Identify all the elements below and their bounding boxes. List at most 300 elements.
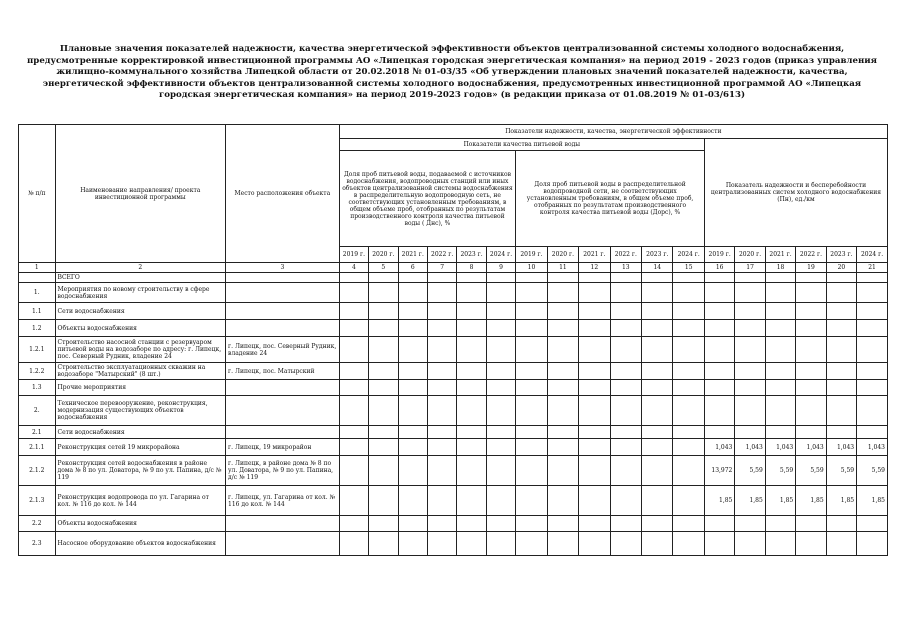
empty-cell — [398, 363, 427, 380]
empty-cell — [486, 337, 515, 363]
reliability-value — [704, 380, 734, 396]
empty-cell — [547, 396, 578, 426]
reliability-value: 1,043 — [735, 439, 765, 456]
reliability-value — [826, 337, 856, 363]
reliability-value — [704, 532, 734, 556]
reliability-value — [826, 320, 856, 337]
empty-cell — [486, 439, 515, 456]
reliability-value: 1,85 — [826, 486, 856, 516]
empty-cell — [547, 532, 578, 556]
reliability-value — [704, 273, 734, 283]
empty-cell — [339, 426, 368, 439]
reliability-value — [826, 516, 856, 532]
reliability-value — [826, 303, 856, 320]
column-number: 11 — [547, 263, 578, 273]
column-number: 7 — [427, 263, 456, 273]
header-network-samples: Доля проб питьевой воды в распределительной водопроводной сети, не соответствующих установленным требованиям, в общем объеме проб, отобранных по результатам производственного контроля качества питьевой воды (Дорс), % — [516, 151, 705, 247]
reliability-value: 5,59 — [826, 456, 856, 486]
empty-cell — [673, 380, 704, 396]
empty-cell — [642, 439, 673, 456]
table-body — [19, 273, 888, 556]
empty-cell — [339, 532, 368, 556]
empty-cell — [673, 320, 704, 337]
empty-cell — [547, 283, 578, 303]
empty-cell — [579, 396, 610, 426]
empty-cell — [398, 273, 427, 283]
column-number: 17 — [735, 263, 765, 273]
reliability-value: 1,85 — [857, 486, 888, 516]
empty-cell — [642, 456, 673, 486]
row-name: Строительство насосной станции с резервуаром питьевой воды на водозаборе по адресу: г. Липецк, пос. Северный Рудник, владение 24 — [55, 337, 226, 363]
empty-cell — [369, 380, 398, 396]
reliability-value — [704, 426, 734, 439]
year-header: 2022 г. — [427, 247, 456, 263]
empty-cell — [673, 532, 704, 556]
empty-cell — [516, 273, 547, 283]
empty-cell — [547, 486, 578, 516]
reliability-value — [826, 363, 856, 380]
empty-cell — [579, 456, 610, 486]
header-reliability: Показатель надежности и бесперебойности централизованных систем холодного водоснабжения (Пн), ед./км — [704, 139, 887, 247]
year-header: 2023 г. — [642, 247, 673, 263]
empty-cell — [516, 456, 547, 486]
reliability-value — [735, 303, 765, 320]
reliability-value — [857, 283, 888, 303]
empty-cell — [339, 320, 368, 337]
empty-cell — [427, 426, 456, 439]
empty-cell — [339, 380, 368, 396]
empty-cell — [516, 516, 547, 532]
reliability-value: 1,85 — [796, 486, 826, 516]
empty-cell — [516, 532, 547, 556]
reliability-value — [857, 273, 888, 283]
row-name: Реконструкция сетей водоснабжения в районе дома № 8 по ул. Доватора, № 9 по ул. Папина, д/с № 119 — [55, 456, 226, 486]
empty-cell — [457, 273, 486, 283]
empty-cell — [547, 273, 578, 283]
empty-cell — [427, 283, 456, 303]
row-number: 1.2 — [19, 320, 56, 337]
row-number: 2.3 — [19, 532, 56, 556]
reliability-value — [704, 516, 734, 532]
empty-cell — [427, 516, 456, 532]
empty-cell — [642, 320, 673, 337]
empty-cell — [369, 337, 398, 363]
empty-cell — [457, 486, 486, 516]
column-number: 3 — [226, 263, 340, 273]
row-place: г. Липецк, ул. Гагарина от кол. № 116 до кол. № 144 — [226, 486, 340, 516]
empty-cell — [642, 303, 673, 320]
empty-cell — [610, 426, 641, 439]
column-number: 10 — [516, 263, 547, 273]
year-header: 2021 г. — [579, 247, 610, 263]
row-number: 2.1.1 — [19, 439, 56, 456]
header-place: Место расположения объекта — [226, 125, 340, 263]
empty-cell — [579, 532, 610, 556]
reliability-value — [826, 283, 856, 303]
empty-cell — [579, 337, 610, 363]
empty-cell — [457, 363, 486, 380]
reliability-value — [704, 396, 734, 426]
empty-cell — [339, 337, 368, 363]
empty-cell — [427, 532, 456, 556]
row-number: 1.3 — [19, 380, 56, 396]
row-name: Объекты водоснабжения — [55, 516, 226, 532]
empty-cell — [673, 456, 704, 486]
empty-cell — [673, 516, 704, 532]
empty-cell — [516, 439, 547, 456]
reliability-value — [765, 532, 795, 556]
empty-cell — [457, 320, 486, 337]
empty-cell — [579, 320, 610, 337]
empty-cell — [427, 273, 456, 283]
empty-cell — [486, 363, 515, 380]
reliability-value — [735, 273, 765, 283]
column-number: 18 — [765, 263, 795, 273]
row-number: 2.1.2 — [19, 456, 56, 486]
reliability-value — [826, 426, 856, 439]
reliability-value — [765, 426, 795, 439]
reliability-value — [704, 363, 734, 380]
empty-cell — [427, 439, 456, 456]
reliability-value: 5,59 — [735, 456, 765, 486]
reliability-value — [735, 396, 765, 426]
empty-cell — [547, 363, 578, 380]
column-number: 6 — [398, 263, 427, 273]
year-header: 2019 г. — [704, 247, 734, 263]
empty-cell — [642, 380, 673, 396]
empty-cell — [398, 283, 427, 303]
empty-cell — [369, 320, 398, 337]
reliability-value — [704, 337, 734, 363]
reliability-value — [796, 273, 826, 283]
table-row — [19, 532, 888, 556]
row-place: г. Липецк, 19 микрорайон — [226, 439, 340, 456]
reliability-value — [796, 532, 826, 556]
empty-cell — [610, 516, 641, 532]
reliability-value — [796, 303, 826, 320]
reliability-value — [796, 337, 826, 363]
year-header: 2021 г. — [398, 247, 427, 263]
empty-cell — [339, 486, 368, 516]
reliability-value — [796, 516, 826, 532]
column-number: 15 — [673, 263, 704, 273]
reliability-value — [796, 396, 826, 426]
reliability-value — [826, 273, 856, 283]
row-number: 1.2.1 — [19, 337, 56, 363]
row-number: 2.1 — [19, 426, 56, 439]
empty-cell — [610, 283, 641, 303]
reliability-value — [796, 380, 826, 396]
empty-cell — [673, 426, 704, 439]
reliability-value — [857, 532, 888, 556]
empty-cell — [486, 396, 515, 426]
reliability-value: 1,043 — [765, 439, 795, 456]
reliability-value — [735, 363, 765, 380]
empty-cell — [547, 303, 578, 320]
empty-cell — [339, 516, 368, 532]
empty-cell — [579, 516, 610, 532]
empty-cell — [547, 439, 578, 456]
empty-cell — [486, 456, 515, 486]
empty-cell — [579, 380, 610, 396]
empty-cell — [369, 426, 398, 439]
table-row — [19, 456, 888, 486]
empty-cell — [516, 426, 547, 439]
reliability-value — [735, 380, 765, 396]
empty-cell — [398, 396, 427, 426]
empty-cell — [516, 396, 547, 426]
empty-cell — [369, 273, 398, 283]
row-name: Прочие мероприятия — [55, 380, 226, 396]
row-number: 2. — [19, 396, 56, 426]
empty-cell — [610, 439, 641, 456]
empty-cell — [457, 396, 486, 426]
empty-cell — [398, 337, 427, 363]
year-header: 2019 г. — [339, 247, 368, 263]
row-name: Насосное оборудование объектов водоснабжения — [55, 532, 226, 556]
column-number: 16 — [704, 263, 734, 273]
row-name: Реконструкция сетей 19 микрорайона — [55, 439, 226, 456]
year-header: 2021 г. — [765, 247, 795, 263]
empty-cell — [427, 303, 456, 320]
empty-cell — [579, 439, 610, 456]
empty-cell — [339, 363, 368, 380]
empty-cell — [516, 283, 547, 303]
empty-cell — [427, 380, 456, 396]
table-row — [19, 320, 888, 337]
empty-cell — [486, 486, 515, 516]
empty-cell — [427, 486, 456, 516]
empty-cell — [486, 516, 515, 532]
empty-cell — [547, 380, 578, 396]
reliability-value — [765, 283, 795, 303]
year-header: 2020 г. — [735, 247, 765, 263]
column-number: 14 — [642, 263, 673, 273]
row-name: Строительство эксплуатационных скважин на водозаборе "Матырский" (8 шт.) — [55, 363, 226, 380]
empty-cell — [610, 396, 641, 426]
reliability-value — [765, 380, 795, 396]
empty-cell — [457, 337, 486, 363]
header-quality: Показатели качества питьевой воды — [339, 139, 704, 151]
empty-cell — [427, 363, 456, 380]
reliability-value — [857, 396, 888, 426]
table-row — [19, 337, 888, 363]
row-name: Техническое перевооружение, реконструкция, модернизация существующих объектов водоснабжения — [55, 396, 226, 426]
row-place — [226, 380, 340, 396]
year-header: 2022 г. — [796, 247, 826, 263]
table-row — [19, 439, 888, 456]
row-number: 1. — [19, 283, 56, 303]
empty-cell — [579, 283, 610, 303]
table-row — [19, 396, 888, 426]
empty-cell — [398, 303, 427, 320]
empty-cell — [642, 516, 673, 532]
empty-cell — [427, 337, 456, 363]
empty-cell — [579, 426, 610, 439]
table-row — [19, 426, 888, 439]
empty-cell — [369, 486, 398, 516]
empty-cell — [642, 532, 673, 556]
reliability-value: 1,043 — [796, 439, 826, 456]
empty-cell — [369, 303, 398, 320]
reliability-value — [735, 516, 765, 532]
empty-cell — [369, 532, 398, 556]
row-place: г. Липецк, пос. Северный Рудник, владение 24 — [226, 337, 340, 363]
column-number: 5 — [369, 263, 398, 273]
empty-cell — [398, 439, 427, 456]
row-name: Сети водоснабжения — [55, 426, 226, 439]
year-header: 2020 г. — [547, 247, 578, 263]
table-row — [19, 486, 888, 516]
empty-cell — [486, 532, 515, 556]
reliability-value — [704, 303, 734, 320]
header-indicators: Показатели надежности, качества, энергетической эффективности — [339, 125, 887, 139]
column-number: 12 — [579, 263, 610, 273]
table-row — [19, 303, 888, 320]
empty-cell — [369, 516, 398, 532]
reliability-value — [857, 337, 888, 363]
empty-cell — [610, 303, 641, 320]
reliability-value: 5,59 — [857, 456, 888, 486]
empty-cell — [673, 486, 704, 516]
empty-cell — [398, 456, 427, 486]
empty-cell — [673, 283, 704, 303]
empty-cell — [398, 532, 427, 556]
year-header: 2024 г. — [673, 247, 704, 263]
empty-cell — [610, 486, 641, 516]
reliability-value — [857, 426, 888, 439]
empty-cell — [339, 283, 368, 303]
empty-cell — [398, 486, 427, 516]
empty-cell — [673, 273, 704, 283]
empty-cell — [673, 396, 704, 426]
year-header: 2019 г. — [516, 247, 547, 263]
empty-cell — [642, 337, 673, 363]
empty-cell — [642, 396, 673, 426]
empty-cell — [547, 320, 578, 337]
empty-cell — [579, 303, 610, 320]
empty-cell — [547, 426, 578, 439]
row-name: ВСЕГО — [55, 273, 226, 283]
reliability-value — [735, 532, 765, 556]
empty-cell — [486, 273, 515, 283]
empty-cell — [516, 337, 547, 363]
column-number: 19 — [796, 263, 826, 273]
empty-cell — [486, 283, 515, 303]
table-row — [19, 516, 888, 532]
reliability-value — [765, 320, 795, 337]
empty-cell — [369, 363, 398, 380]
empty-cell — [673, 363, 704, 380]
empty-cell — [398, 426, 427, 439]
empty-cell — [579, 273, 610, 283]
column-number: 20 — [826, 263, 856, 273]
empty-cell — [610, 273, 641, 283]
reliability-value — [735, 426, 765, 439]
row-number: 2.2 — [19, 516, 56, 532]
column-number: 1 — [19, 263, 56, 273]
empty-cell — [579, 486, 610, 516]
empty-cell — [486, 320, 515, 337]
reliability-value — [765, 273, 795, 283]
empty-cell — [516, 363, 547, 380]
empty-cell — [547, 337, 578, 363]
empty-cell — [457, 283, 486, 303]
reliability-value — [796, 320, 826, 337]
row-place — [226, 283, 340, 303]
reliability-value: 5,59 — [796, 456, 826, 486]
empty-cell — [547, 456, 578, 486]
reliability-value: 5,59 — [765, 456, 795, 486]
empty-cell — [673, 439, 704, 456]
empty-cell — [427, 456, 456, 486]
reliability-value — [735, 283, 765, 303]
year-header: 2024 г. — [857, 247, 888, 263]
empty-cell — [673, 303, 704, 320]
year-header: 2020 г. — [369, 247, 398, 263]
column-number: 13 — [610, 263, 641, 273]
reliability-value — [826, 396, 856, 426]
empty-cell — [610, 337, 641, 363]
empty-cell — [457, 303, 486, 320]
reliability-value — [765, 396, 795, 426]
reliability-value — [857, 303, 888, 320]
year-header: 2023 г. — [457, 247, 486, 263]
empty-cell — [339, 439, 368, 456]
document-title: Плановые значения показателей надежности, качества энергетической эффективности объектов централизованной системы холодного водоснабжения, предусмотренные корректировкой инвестиционной программы АО «Липецкая городская энергетическая компания» на период 2019 - 2023 годов (приказ управления жилищно-коммунального хозяйства Липецкой области от 20.02.2018 № 01-03/35 «Об утверждении плановых значений показателей надежности, качества, энергетической эффективности объектов централизованной системы холодного водоснабжения, предусмотренных инвестиционной программой АО «Липецкая городская энергетическая компания» на период 2019-2023 годов» (в редакции приказа от 01.08.2019 № 01-03/613) — [27, 44, 877, 100]
reliability-value — [765, 363, 795, 380]
row-place — [226, 320, 340, 337]
empty-cell — [427, 320, 456, 337]
column-number: 21 — [857, 263, 888, 273]
row-place: г. Липецк, пос. Матырский — [226, 363, 340, 380]
empty-cell — [486, 426, 515, 439]
table-row — [19, 283, 888, 303]
reliability-value — [796, 426, 826, 439]
reliability-value — [796, 283, 826, 303]
empty-cell — [398, 320, 427, 337]
empty-cell — [516, 380, 547, 396]
reliability-value — [735, 337, 765, 363]
empty-cell — [610, 320, 641, 337]
reliability-value: 1,85 — [765, 486, 795, 516]
column-number: 4 — [339, 263, 368, 273]
reliability-value — [765, 303, 795, 320]
empty-cell — [457, 456, 486, 486]
year-header: 2022 г. — [610, 247, 641, 263]
empty-cell — [457, 439, 486, 456]
column-number: 9 — [486, 263, 515, 273]
empty-cell — [579, 363, 610, 380]
row-place: г. Липецк, в районе дома № 8 по ул. Доватора, № 9 по ул. Папина, д/с № 119 — [226, 456, 340, 486]
empty-cell — [339, 273, 368, 283]
reliability-value — [796, 363, 826, 380]
table-row — [19, 273, 888, 283]
empty-cell — [642, 486, 673, 516]
row-place — [226, 396, 340, 426]
reliability-value — [826, 532, 856, 556]
empty-cell — [642, 273, 673, 283]
reliability-value — [765, 516, 795, 532]
reliability-value: 13,972 — [704, 456, 734, 486]
empty-cell — [457, 516, 486, 532]
reliability-value — [826, 380, 856, 396]
empty-cell — [642, 283, 673, 303]
empty-cell — [369, 396, 398, 426]
empty-cell — [547, 516, 578, 532]
empty-cell — [610, 456, 641, 486]
column-number: 8 — [457, 263, 486, 273]
